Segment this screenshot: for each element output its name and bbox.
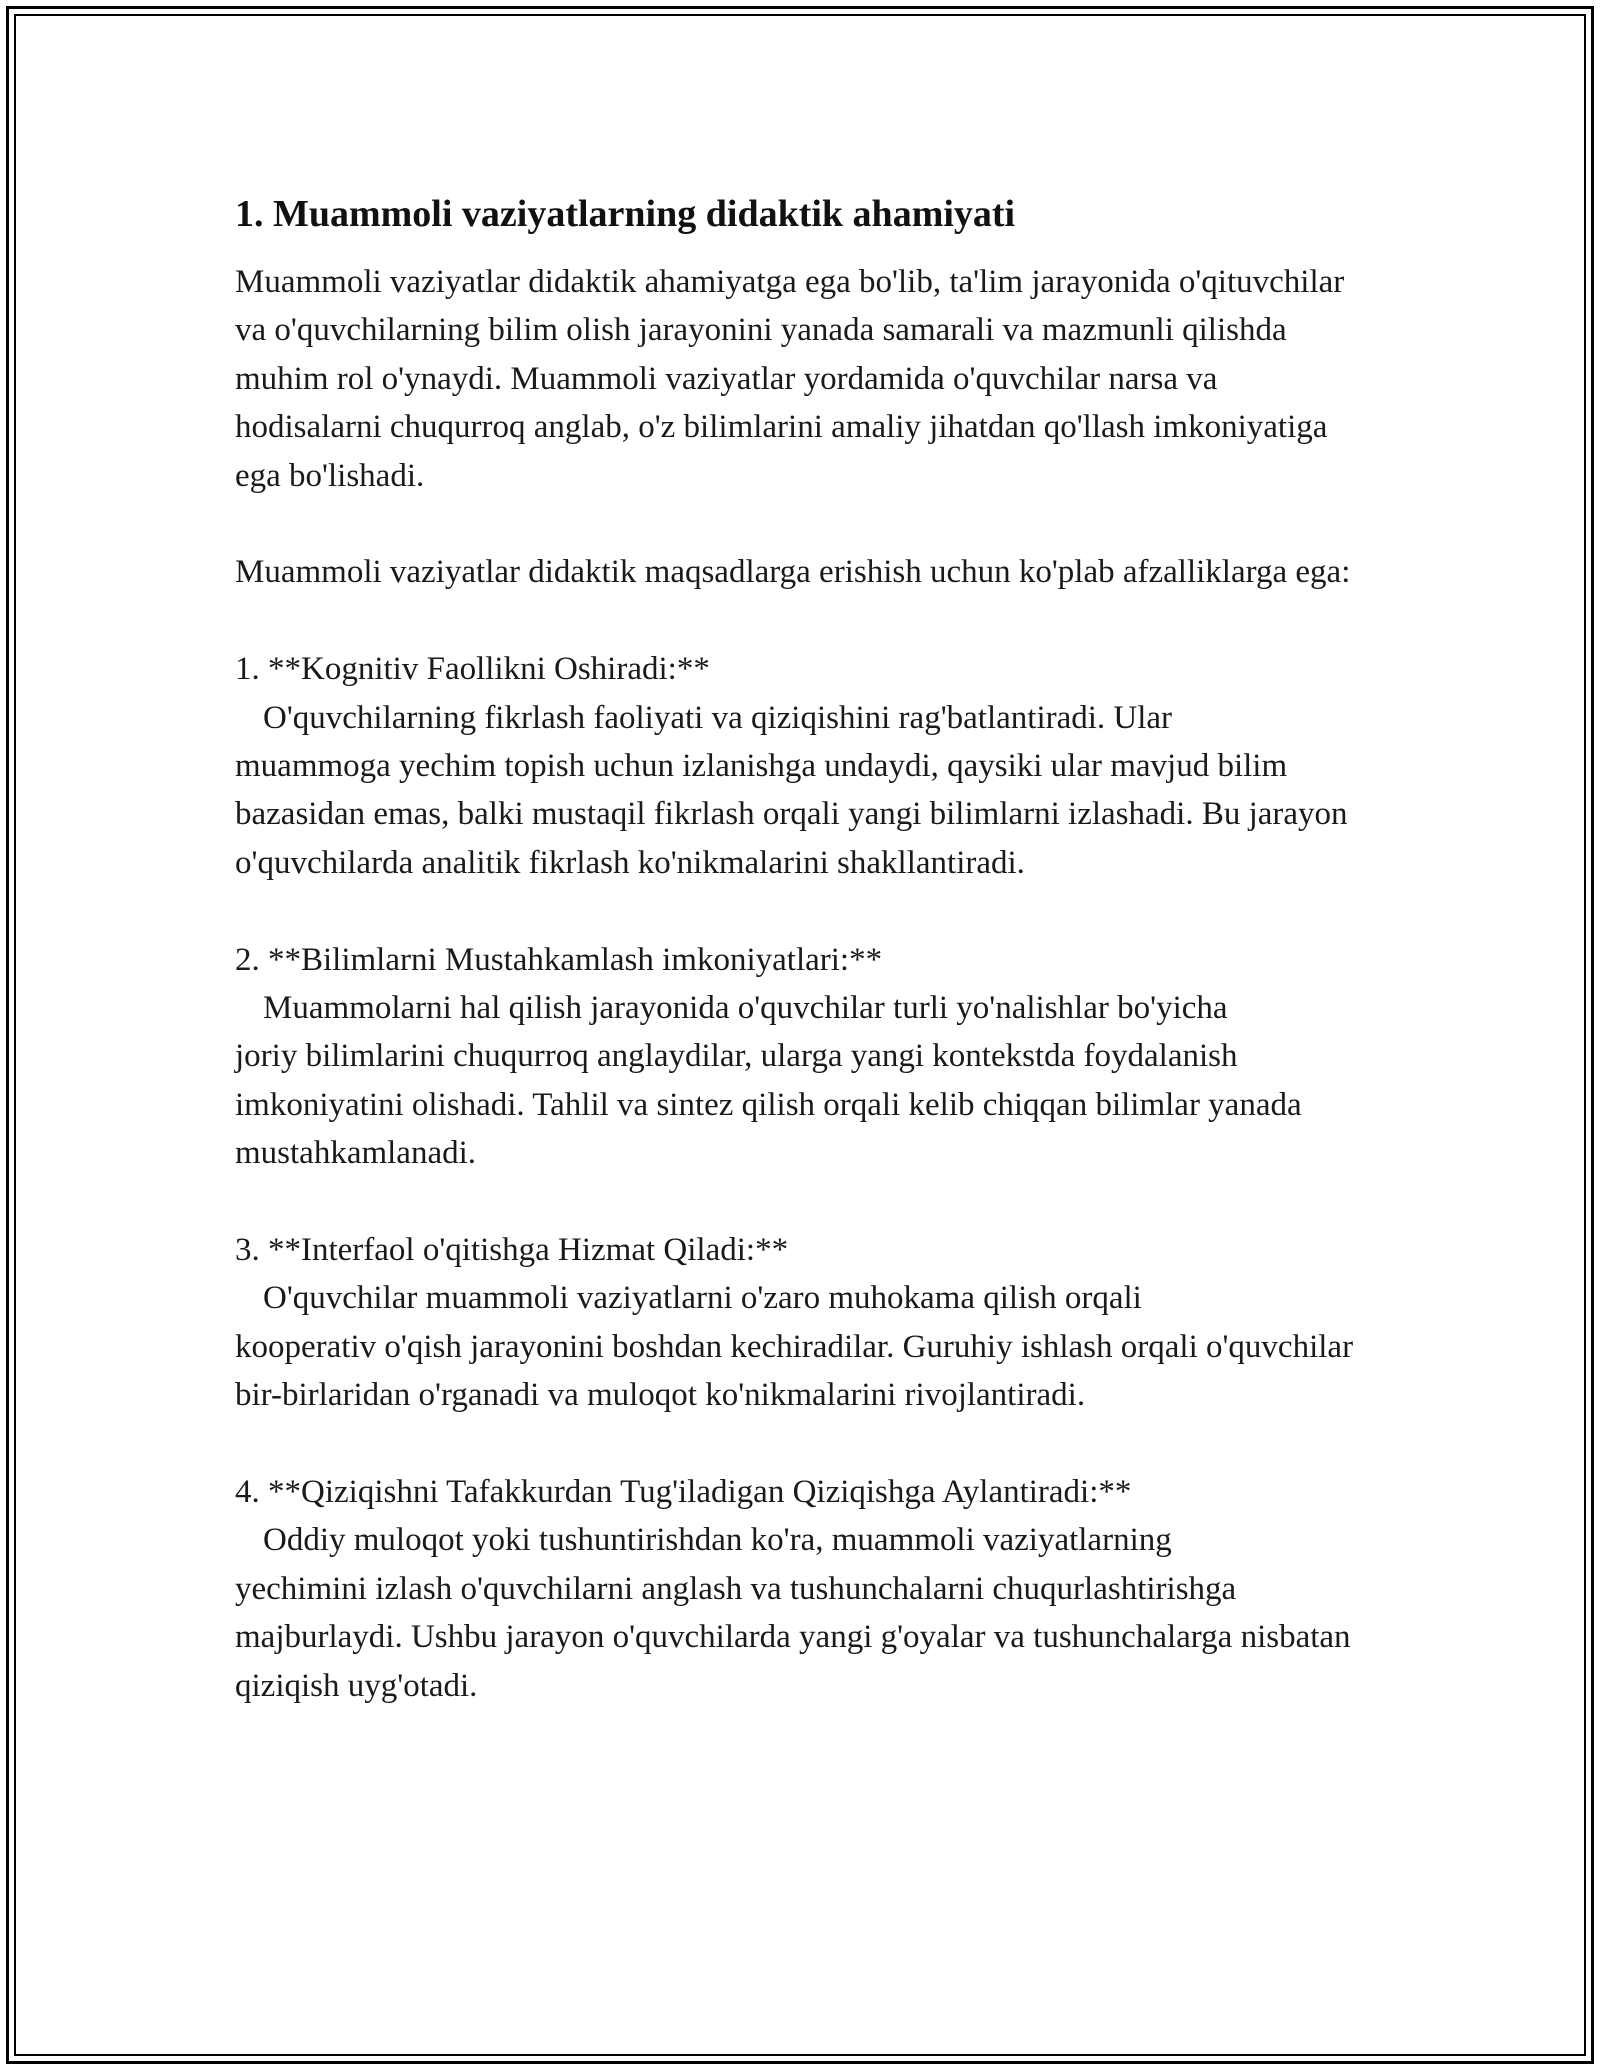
list-item-heading: 3. **Interfaol o'qitishga Hizmat Qiladi:** bbox=[235, 1232, 789, 1269]
list-item-3 bbox=[235, 1226, 1370, 1420]
list-item-4 bbox=[235, 1468, 1370, 1710]
paragraph-gap bbox=[235, 597, 1370, 645]
list-item-1 bbox=[235, 645, 1370, 887]
list-item-text: yechimini izlash o'quvchilarni anglash va tushunchalarni chuqurlashtirishga majburlaydi. Ushbu jarayon o'quvchilarda yangi g'oyalar va tushunchalarga nisbatan qiziqish uyg'otadi. bbox=[235, 1570, 1351, 1704]
list-item-heading: 4. **Qiziqishni Tafakkurdan Tug'iladigan Qiziqishga Aylantiradi:** bbox=[235, 1474, 1132, 1511]
list-item-first-line: O'quvchilarning fikrlash faoliyati va qiziqishini rag'batlantiradi. Ular bbox=[263, 699, 1173, 736]
list-item-heading: 2. **Bilimlarni Mustahkamlash imkoniyatlari:** bbox=[235, 941, 883, 978]
intro-paragraph: Muammoli vaziyatlar didaktik ahamiyatga ega bo'lib, ta'lim jarayonida o'qituvchilar va o'quvchilarning bilim olish jarayonini yanada samarali va mazmunli qilishda muhim rol o'ynaydi. Muammoli vaziyatlar yordamida o'quvchilar narsa va hodisalarni chuqurroq anglab, o'z bilimlarini amaliy jihatdan qo'llash imkoniyatiga ega bo'lishadi. bbox=[235, 264, 1345, 494]
list-item-text: joriy bilimlarini chuqurroq anglaydilar, ularga yangi kontekstda foydalanish imkoniyatini olishadi. Tahlil va sintez qilish orqali kelib chiqqan bilimlar yanada mustahkamlanadi. bbox=[235, 1038, 1302, 1172]
paragraph-gap bbox=[235, 887, 1370, 935]
list-item-text: muammoga yechim topish uchun izlanishga undaydi, qaysiki ular mavjud bilim bazasidan emas, balki mustaqil fikrlash orqali yangi bilimlarni izlashadi. Bu jarayon o'quvchilarda analitik fikrlash ko'nikmalarini shakllantiradi. bbox=[235, 748, 1348, 881]
paragraph-gap bbox=[235, 500, 1370, 548]
list-item-first-line: Muammolarni hal qilish jarayonida o'quvchilar turli yo'nalishlar bo'yicha bbox=[263, 990, 1228, 1027]
list-item-first-line: Oddiy muloqot yoki tushuntirishdan ko'ra, muammoli vaziyatlarning bbox=[263, 1522, 1172, 1559]
list-item-heading: 1. **Kognitiv Faollikni Oshiradi:** bbox=[235, 651, 710, 688]
list-item-2 bbox=[235, 936, 1370, 1178]
paragraph-gap bbox=[235, 1178, 1370, 1226]
document-body bbox=[235, 186, 1370, 1710]
paragraph-gap bbox=[235, 1420, 1370, 1468]
intro-lead-paragraph: Muammoli vaziyatlar didaktik maqsadlarga erishish uchun ko'plab afzalliklarga ega: bbox=[235, 554, 1351, 591]
list-item-first-line: O'quvchilar muammoli vaziyatlarni o'zaro muhokama qilish orqali bbox=[263, 1280, 1142, 1317]
section-title: 1. Muammoli vaziyatlarning didaktik ahamiyati bbox=[235, 193, 1016, 235]
list-item-text: kooperativ o'qish jarayonini boshdan kechiradilar. Guruhiy ishlash orqali o'quvchilar bir-birlaridan o'rganadi va muloqot ko'nikmalarini rivojlantiradi. bbox=[235, 1328, 1354, 1414]
